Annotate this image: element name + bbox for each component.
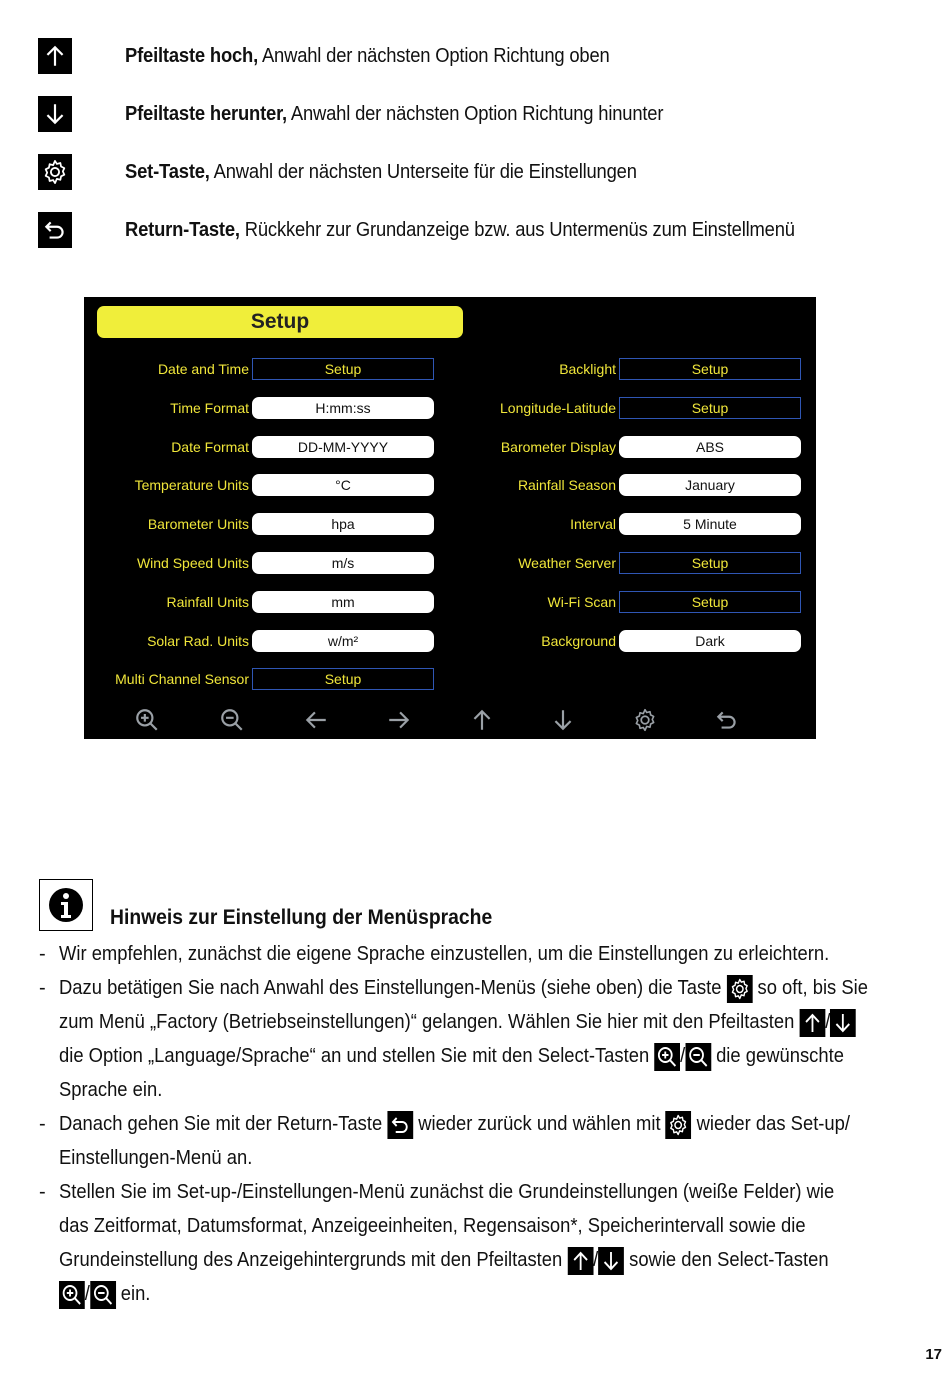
setting-value-field[interactable]: H:mm:ss	[252, 397, 434, 419]
setting-row	[84, 513, 816, 535]
key-description: Pfeiltaste herunter, Anwahl der nächsten Option Richtung hinunter	[125, 102, 664, 125]
return-icon	[38, 212, 72, 248]
setting-row	[84, 397, 816, 419]
setting-value-field[interactable]: m/s	[252, 552, 434, 574]
screen-toolbar	[84, 701, 816, 737]
setting-setup-button[interactable]: Setup	[619, 358, 801, 380]
arrow-up-icon	[38, 38, 72, 74]
setting-label: Rainfall Units	[166, 593, 249, 610]
key-row-set	[38, 154, 637, 190]
note-line: / ein.	[59, 1277, 912, 1311]
setting-label: Temperature Units	[134, 477, 249, 494]
setting-value-field[interactable]: January	[619, 474, 801, 496]
setting-label: Wi-Fi Scan	[547, 593, 616, 610]
key-row-up	[38, 38, 610, 74]
zoom-in-icon	[59, 1281, 85, 1309]
setting-row	[84, 358, 816, 380]
setting-value-field[interactable]: °C	[252, 474, 434, 496]
setting-row	[84, 552, 816, 574]
setting-value-field[interactable]: Dark	[619, 630, 801, 652]
setting-row	[84, 436, 816, 458]
note-line: zum Menü „Factory (Betriebseinstellungen)“ gelangen. Wählen Sie hier mit den Pfeiltasten /	[59, 1005, 912, 1039]
setting-setup-button[interactable]: Setup	[619, 397, 801, 419]
setting-label: Barometer Units	[147, 516, 249, 533]
bullet-dash: -	[39, 943, 46, 965]
bullet-dash: -	[39, 1113, 46, 1135]
setting-value-field[interactable]: mm	[252, 591, 434, 613]
key-row-down	[38, 96, 664, 132]
gear-icon	[727, 975, 753, 1003]
note-line: Danach gehen Sie mit der Return-Taste wieder zurück und wählen mit wieder das Set-up/	[59, 1107, 912, 1141]
arrow-down-icon	[38, 96, 72, 132]
setting-label: Date and Time	[157, 361, 249, 377]
note-title: Hinweis zur Einstellung der Menüsprache	[110, 906, 493, 929]
setting-value-field[interactable]: 5 Minute	[619, 513, 801, 535]
setting-setup-button[interactable]: Setup	[619, 591, 801, 613]
setting-value-field[interactable]: DD-MM-YYYY	[252, 436, 434, 458]
setting-value-field[interactable]: hpa	[252, 513, 434, 535]
return-icon	[387, 1111, 413, 1139]
setting-label: Wind Speed Units	[136, 555, 249, 571]
arrow-left-icon[interactable]	[303, 707, 329, 733]
gear-icon	[666, 1111, 692, 1139]
setting-setup-button[interactable]: Setup	[252, 668, 434, 690]
key-description: Return-Taste, Rückkehr zur Grundanzeige bzw. aus Untermenüs zum Einstellmenü	[125, 218, 795, 241]
setting-row	[84, 668, 816, 690]
setup-title: Setup	[97, 306, 463, 338]
key-description: Pfeiltaste hoch, Anwahl der nächsten Option Richtung oben	[125, 44, 610, 67]
setting-label: Date Format	[171, 438, 249, 455]
arrow-right-icon[interactable]	[386, 707, 412, 733]
setting-label: Solar Rad. Units	[147, 632, 249, 649]
info-icon	[39, 879, 93, 931]
setting-label: Interval	[570, 516, 616, 533]
key-row-return	[38, 212, 795, 248]
arrow-down-icon	[598, 1247, 624, 1275]
setting-setup-button[interactable]: Setup	[252, 358, 434, 380]
setting-label: Background	[541, 632, 616, 649]
zoom-out-icon[interactable]	[219, 707, 245, 733]
gear-icon	[38, 154, 72, 190]
zoom-out-icon	[685, 1043, 711, 1071]
setting-label: Longitude-Latitude	[500, 399, 616, 416]
setting-label: Barometer Display	[500, 438, 616, 455]
note-line: Stellen Sie im Set-up-/Einstellungen-Menü zunächst die Grundeinstellungen (weiße Felder) wie	[59, 1181, 835, 1203]
setting-value-field[interactable]: w/m²	[252, 630, 434, 652]
setting-label: Rainfall Season	[517, 477, 616, 494]
zoom-out-icon	[90, 1281, 116, 1309]
page-number: 17	[925, 1346, 942, 1363]
bullet-dash: -	[39, 1181, 46, 1203]
zoom-in-icon[interactable]	[134, 707, 160, 733]
note-line: das Zeitformat, Datumsformat, Anzeigeeinheiten, Regensaison*, Speicherintervall sowie die	[59, 1215, 806, 1237]
note-line: Wir empfehlen, zunächst die eigene Sprache einzustellen, um die Einstellungen zu erleichtern.	[59, 943, 830, 965]
gear-icon[interactable]	[632, 707, 658, 733]
arrow-down-icon[interactable]	[550, 707, 576, 733]
setting-value-field[interactable]: ABS	[619, 436, 801, 458]
arrow-up-icon	[567, 1247, 593, 1275]
return-icon[interactable]	[714, 707, 740, 733]
note-line: Grundeinstellung des Anzeigehintergrunds mit den Pfeiltasten / sowie den Select-Tasten	[59, 1243, 912, 1277]
note-line: Einstellungen-Menü an.	[59, 1147, 253, 1169]
setting-label: Multi Channel Sensor	[115, 671, 249, 688]
setting-row	[84, 591, 816, 613]
setting-row	[84, 630, 816, 652]
setting-label: Weather Server	[518, 555, 616, 571]
arrow-up-icon	[799, 1009, 825, 1037]
arrow-up-icon[interactable]	[469, 707, 495, 733]
setting-label: Time Format	[170, 399, 249, 416]
note-line: die Option „Language/Sprache“ an und stellen Sie mit den Select-Tasten / die gewünschte	[59, 1039, 912, 1073]
setting-setup-button[interactable]: Setup	[619, 552, 801, 574]
setting-row	[84, 474, 816, 496]
bullet-dash: -	[39, 977, 46, 999]
arrow-down-icon	[830, 1009, 856, 1037]
zoom-in-icon	[654, 1043, 680, 1071]
note-line: Dazu betätigen Sie nach Anwahl des Einstellungen-Menüs (siehe oben) die Taste so oft, bis Sie	[59, 971, 912, 1005]
setup-screen	[84, 297, 816, 739]
key-description: Set-Taste, Anwahl der nächsten Unterseite für die Einstellungen	[125, 160, 637, 183]
setting-label: Backlight	[559, 361, 616, 377]
note-line: Sprache ein.	[59, 1079, 163, 1101]
